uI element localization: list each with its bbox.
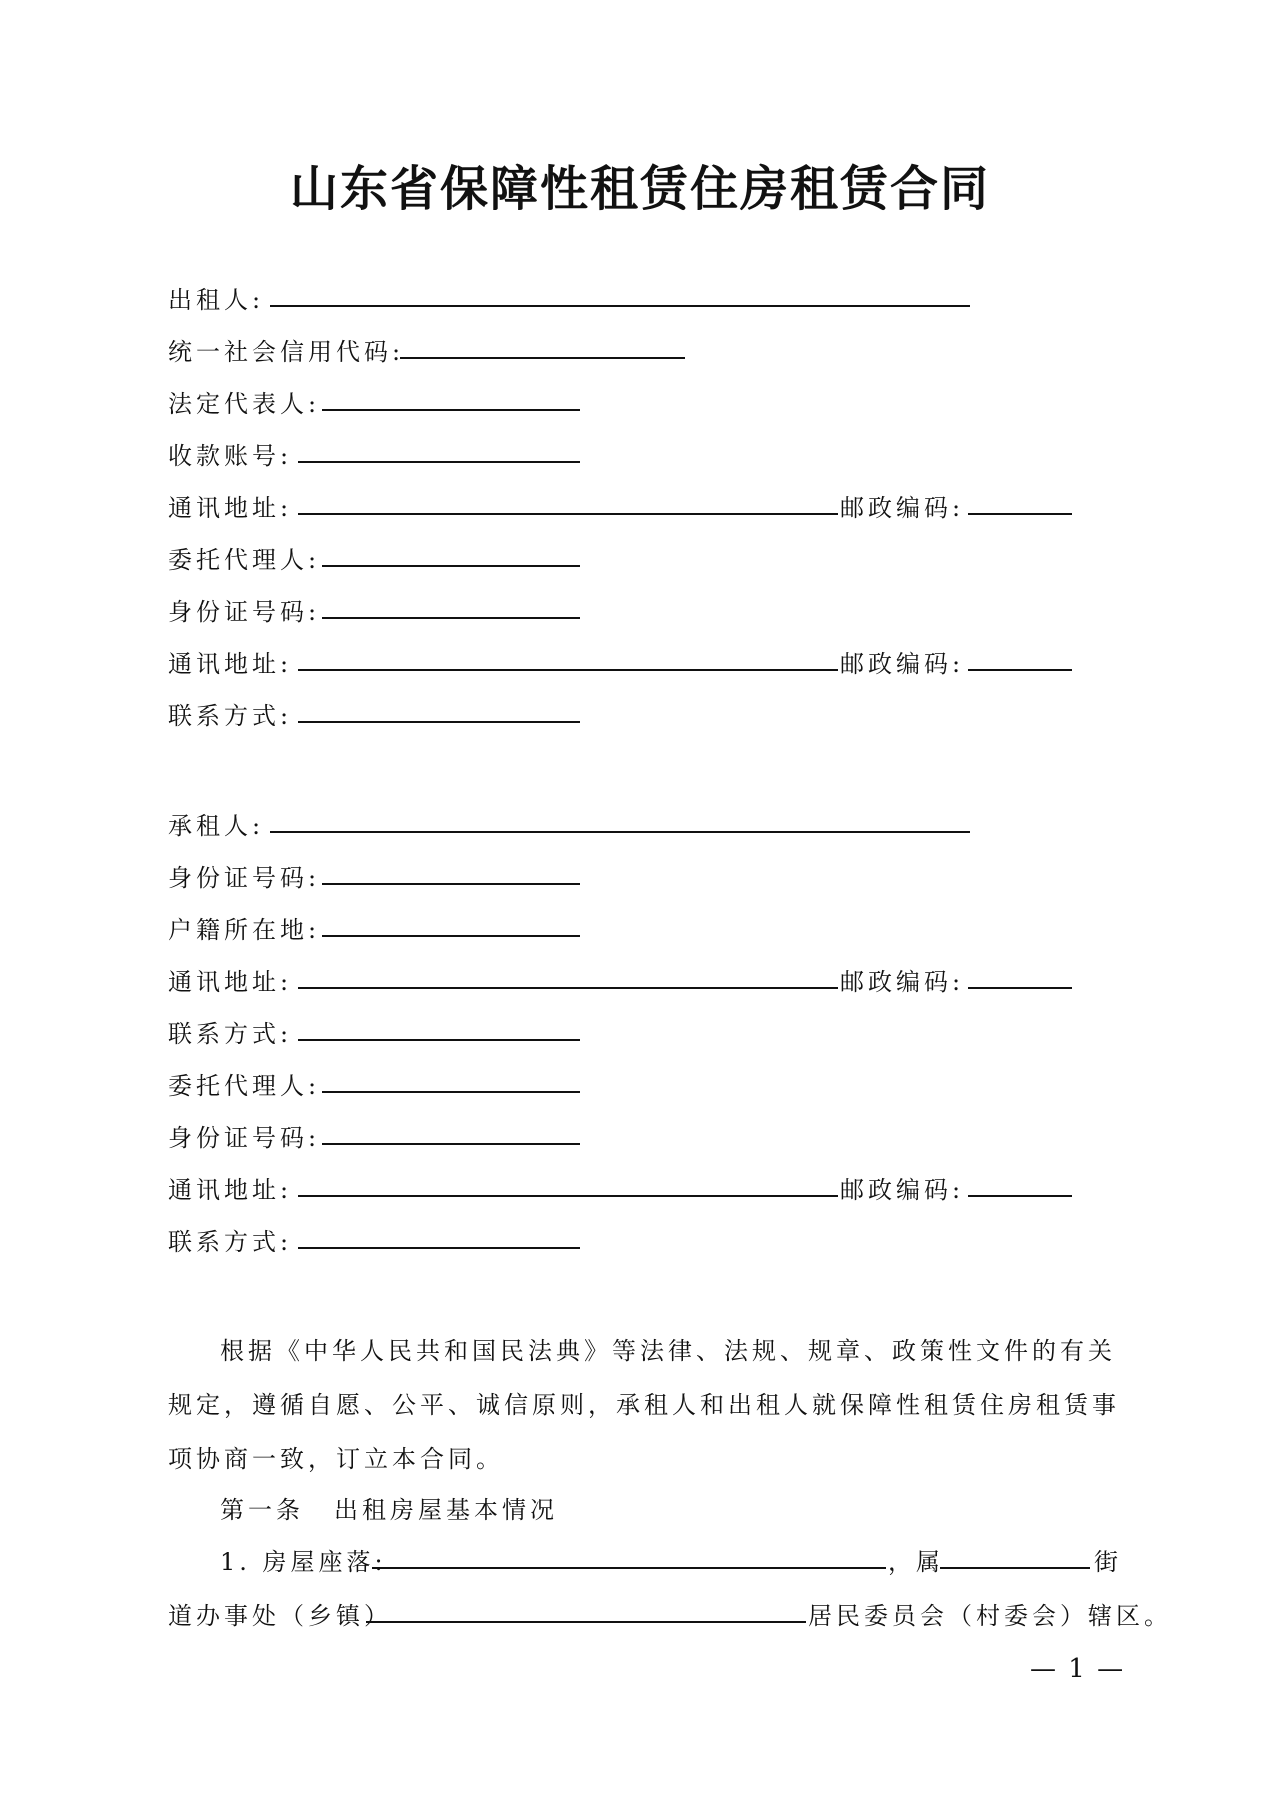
item-1-line2-prefix: 道办事处（乡镇） bbox=[168, 1602, 392, 1630]
lessee-agent-id-label: 身份证号码: bbox=[168, 1124, 321, 1152]
lessee-address-row bbox=[168, 962, 292, 1002]
credit-code-blank[interactable] bbox=[400, 357, 685, 359]
lessor-contact-blank[interactable] bbox=[298, 721, 580, 723]
lessor-postal-label: 邮政编码: bbox=[840, 494, 965, 522]
residents-committee-blank[interactable] bbox=[366, 1621, 806, 1623]
lessor-postal-blank[interactable] bbox=[968, 513, 1072, 515]
lessor-agent-blank[interactable] bbox=[322, 565, 580, 567]
lessee-agent-contact-row bbox=[168, 1222, 292, 1262]
lessee-agent-address-blank[interactable] bbox=[298, 1195, 838, 1197]
account-row bbox=[168, 436, 292, 476]
lessor-id-label: 身份证号码: bbox=[168, 598, 321, 626]
lessee-contact-label: 联系方式: bbox=[168, 1020, 293, 1048]
item-1-street: 街 bbox=[1094, 1548, 1122, 1576]
lessee-address-blank[interactable] bbox=[298, 987, 838, 989]
lessor-name-blank[interactable] bbox=[270, 305, 970, 307]
article-1-heading bbox=[220, 1490, 558, 1530]
household-row bbox=[168, 910, 320, 950]
house-location-blank[interactable] bbox=[372, 1567, 886, 1569]
lessee-postal-label: 邮政编码: bbox=[840, 968, 965, 996]
lessee-address-label: 通讯地址: bbox=[168, 968, 293, 996]
lessee-agent-postal-label: 邮政编码: bbox=[840, 1176, 965, 1204]
lessor-id-row bbox=[168, 592, 320, 632]
lessor-address-blank[interactable] bbox=[298, 513, 838, 515]
lessor-name-row bbox=[168, 280, 264, 320]
item-1-line2-suffix: 居民委员会（村委会）辖区。 bbox=[808, 1602, 1172, 1630]
legal-rep-blank[interactable] bbox=[322, 409, 580, 411]
page-number: — 1 — bbox=[1030, 1654, 1126, 1684]
lessor-id-blank[interactable] bbox=[322, 617, 580, 619]
lessor-agent-address-label: 通讯地址: bbox=[168, 650, 293, 678]
lessee-name-row bbox=[168, 806, 264, 846]
lessor-agent-address-blank[interactable] bbox=[298, 669, 838, 671]
lessee-name-label: 承租人: bbox=[168, 812, 265, 840]
item-1-line2-prefix-row bbox=[168, 1596, 392, 1636]
lessor-agent-postal-row bbox=[840, 644, 964, 684]
lessor-postal-row bbox=[840, 488, 964, 528]
account-label: 收款账号: bbox=[168, 442, 293, 470]
household-label: 户籍所在地: bbox=[168, 916, 321, 944]
preamble-paragraph: 根据《中华人民共和国民法典》等法律、法规、规章、政策性文件的有关规定，遵循自愿、公平、诚信原则，承租人和出租人就保障性租赁住房租赁事项协商一致，订立本合同。 bbox=[168, 1337, 1120, 1473]
item-1-prefix-row bbox=[220, 1542, 387, 1582]
lessee-agent-blank[interactable] bbox=[322, 1091, 580, 1093]
lessor-agent-row bbox=[168, 540, 320, 580]
lessor-agent-postal-label: 邮政编码: bbox=[840, 650, 965, 678]
item-1-street-row bbox=[1094, 1542, 1122, 1582]
lessee-id-blank[interactable] bbox=[322, 883, 580, 885]
lessee-agent-postal-blank[interactable] bbox=[968, 1195, 1072, 1197]
lessee-agent-contact-blank[interactable] bbox=[298, 1247, 580, 1249]
article-1-number: 第一条 bbox=[220, 1496, 304, 1524]
legal-rep-label: 法定代表人: bbox=[168, 390, 321, 418]
item-1-mid-row bbox=[888, 1542, 944, 1582]
credit-code-row bbox=[168, 332, 404, 372]
lessor-name-label: 出租人: bbox=[168, 286, 265, 314]
lessor-agent-address-row bbox=[168, 644, 292, 684]
item-1-prefix: 1. 房屋座落: bbox=[220, 1548, 387, 1576]
lessee-name-blank[interactable] bbox=[270, 831, 970, 833]
account-blank[interactable] bbox=[298, 461, 580, 463]
lessor-agent-postal-blank[interactable] bbox=[968, 669, 1072, 671]
lessor-address-row bbox=[168, 488, 292, 528]
lessee-contact-row bbox=[168, 1014, 292, 1054]
lessee-agent-id-blank[interactable] bbox=[322, 1143, 580, 1145]
lessee-agent-label: 委托代理人: bbox=[168, 1072, 321, 1100]
lessor-contact-label: 联系方式: bbox=[168, 702, 293, 730]
lessor-contact-row bbox=[168, 696, 292, 736]
lessee-contact-blank[interactable] bbox=[298, 1039, 580, 1041]
legal-rep-row bbox=[168, 384, 320, 424]
street-blank[interactable] bbox=[940, 1567, 1090, 1569]
article-1-title: 出租房屋基本情况 bbox=[334, 1496, 558, 1524]
lessee-id-label: 身份证号码: bbox=[168, 864, 321, 892]
lessee-agent-postal-row bbox=[840, 1170, 964, 1210]
lessee-postal-row bbox=[840, 962, 964, 1002]
lessor-address-label: 通讯地址: bbox=[168, 494, 293, 522]
lessee-agent-id-row bbox=[168, 1118, 320, 1158]
lessee-agent-contact-label: 联系方式: bbox=[168, 1228, 293, 1256]
lessee-agent-row bbox=[168, 1066, 320, 1106]
lessee-postal-blank[interactable] bbox=[968, 987, 1072, 989]
item-1-mid: ，属 bbox=[888, 1548, 944, 1576]
lessor-agent-label: 委托代理人: bbox=[168, 546, 321, 574]
item-1-line2-suffix-row bbox=[808, 1596, 1172, 1636]
household-blank[interactable] bbox=[322, 935, 580, 937]
document-title: 山东省保障性租赁住房租赁合同 bbox=[289, 161, 990, 217]
lessee-agent-address-row bbox=[168, 1170, 292, 1210]
credit-code-label: 统一社会信用代码: bbox=[168, 338, 405, 366]
lessee-agent-address-label: 通讯地址: bbox=[168, 1176, 293, 1204]
lessee-id-row bbox=[168, 858, 320, 898]
